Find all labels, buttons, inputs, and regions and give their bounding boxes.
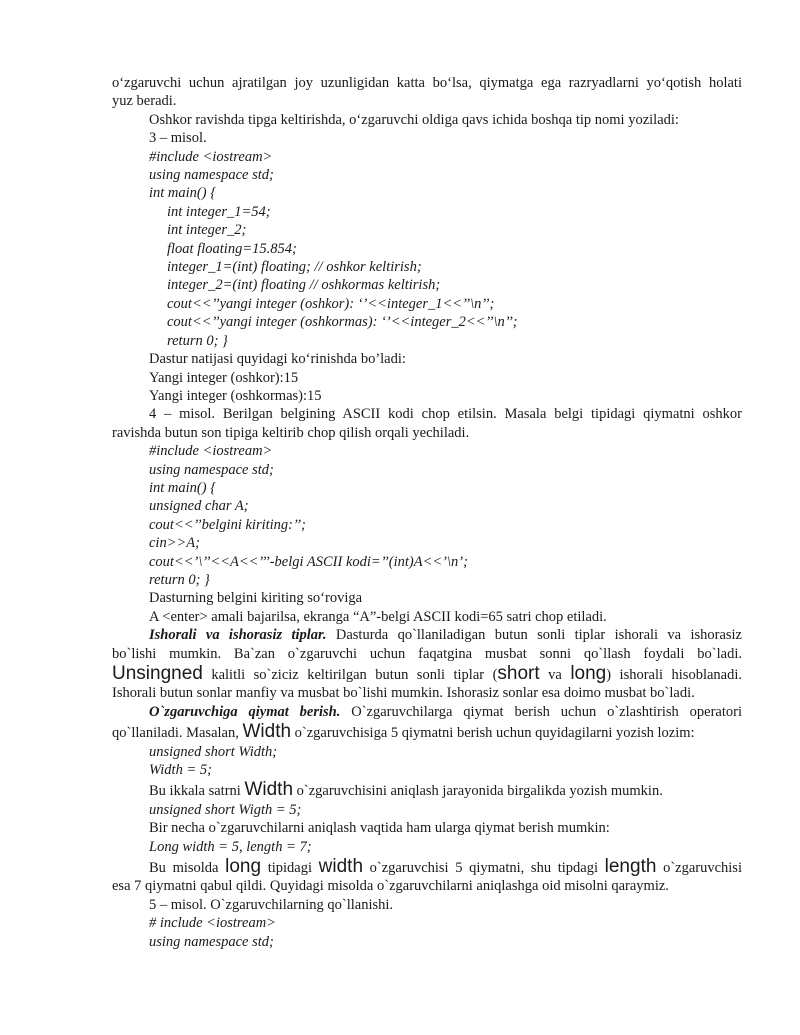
- text-line: [112, 858, 742, 877]
- text-span: o`zgaruvchisiga 5 qiymatni berish uchun quyidagilarni yozish lozim:: [291, 725, 695, 742]
- keyword-term: Unsingned: [112, 663, 203, 684]
- code-line: int main() {: [149, 479, 217, 496]
- text-span: o`zgaruvchisini aniqlash jarayonida birgalikda yozish mumkin.: [293, 783, 663, 800]
- keyword-term: Width: [242, 721, 292, 743]
- text-line: esa 7 qiymatni qabul qildi. Quyidagi misolda o`zgaruvchilarni aniqlashga oid misolni qaraymiz.: [112, 878, 669, 895]
- code-line: return 0; }: [167, 332, 228, 349]
- text-span: O`zgaruvchilarga qiymat berish uchun o`zlashtirish operatori: [340, 703, 743, 720]
- code-line: integer_2=(int) floating // oshkormas keltirish;: [167, 277, 441, 294]
- text-line: Dasturning belgini kiriting so‘roviga: [149, 590, 363, 607]
- text-line: A <enter> amali bajarilsa, ekranga “A”-belgi ASCII kodi=65 satri chop etiladi.: [149, 608, 607, 625]
- keyword-term: Width: [244, 779, 294, 801]
- text-span: Bu ikkala satrni: [149, 783, 245, 800]
- keyword-term: long: [225, 856, 262, 878]
- code-line: int integer_2;: [167, 222, 247, 239]
- code-line: return 0; }: [149, 571, 210, 588]
- section-title: Ishorali va ishorasiz tiplar.: [149, 627, 327, 644]
- code-line: unsigned short Width;: [149, 743, 278, 760]
- code-line: unsigned short Wigth = 5;: [149, 801, 302, 818]
- code-line: cout<<’’yangi integer (oshkormas): ‘’<<integer_2<<’’\n’’;: [167, 314, 518, 331]
- section-assign-line: [112, 703, 742, 721]
- keyword-term: long: [570, 663, 607, 684]
- text-span: tipidagi: [261, 860, 319, 877]
- text-span: o`zgaruvchisi 5 qiymatni, shu tipdagi: [363, 860, 605, 877]
- example-heading: 5 – misol. O`zgaruvchilarning qo`llanishi.: [149, 896, 394, 913]
- code-line: unsigned char A;: [149, 498, 249, 515]
- code-line: using namespace std;: [149, 167, 274, 184]
- code-line: using namespace std;: [149, 933, 274, 950]
- code-line: cout<<’’yangi integer (oshkor): ‘’<<integer_1<<’’\n’’;: [167, 295, 495, 312]
- text-line: [112, 723, 742, 742]
- text-span: Bu misolda: [149, 860, 226, 877]
- text-line: bo`lishi mumkin. Ba`zan o`zgaruvchi uchun faqatgina musbat sonni qo`llash foydali bo`ladi.: [112, 645, 742, 662]
- text-span: ) ishorali hisoblanadi.: [606, 667, 742, 683]
- text-line: Oshkor ravishda tipga keltirishda, o‘zgaruvchi oldiga qavs ichida boshqa tip nomi yoziladi:: [149, 111, 679, 128]
- code-line: Width = 5;: [149, 762, 212, 779]
- keyword-term: short: [497, 663, 540, 684]
- code-line: #include <iostream>: [149, 443, 273, 460]
- code-line: cin>>A;: [149, 535, 200, 552]
- code-line: Long width = 5, length = 7;: [149, 838, 312, 855]
- example-heading: 3 – misol.: [149, 130, 207, 147]
- text-span: va: [539, 667, 571, 683]
- text-line: Ishorali butun sonlar manfiy va musbat bo`lishi mumkin. Ishorasiz sonlar esa doimo musbat bo`ladi.: [112, 685, 695, 702]
- code-line: integer_1=(int) floating; // oshkor keltirish;: [167, 259, 422, 276]
- code-line: #include <iostream>: [149, 148, 273, 165]
- code-line: cout<<’’belgini kiriting:’’;: [149, 516, 306, 533]
- text-line: Dastur natijasi quyidagi ko‘rinishda bo’ladi:: [149, 351, 406, 368]
- example-heading: 4 – misol. Berilgan belgining ASCII kodi chop etilsin. Masala belgi tipidagi qiymatni oshkor: [149, 406, 742, 423]
- code-line: cout<<’\’’<<A<<’’’-belgi ASCII kodi=’’(int)A<<’\n’;: [149, 553, 468, 570]
- text-line: o‘zgaruvchi uchun ajratilgan joy uzunligidan katta bo‘lsa, qiymatga ega razryadlarni yo‘qotish holati: [112, 75, 742, 91]
- output-line: Yangi integer (oshkormas):15: [149, 387, 322, 404]
- code-line: int integer_1=54;: [167, 203, 271, 220]
- code-line: int main() {: [149, 185, 217, 202]
- keyword-term: width: [318, 856, 364, 878]
- output-line: Yangi integer (oshkor):15: [149, 369, 299, 386]
- page-content: [112, 74, 742, 951]
- text-line: [112, 665, 742, 684]
- text-line: Bir necha o`zgaruvchilarni aniqlash vaqtida ham ularga qiymat berish mumkin:: [149, 820, 610, 837]
- text-line: ravishda butun son tipiga keltirib chop qilish orqali yechiladi.: [112, 424, 470, 441]
- text-line: yuz beradi.: [112, 93, 177, 110]
- section-signed-line: [112, 626, 742, 644]
- code-line: # include <iostream>: [149, 915, 276, 932]
- text-line: [112, 781, 742, 800]
- code-line: using namespace std;: [149, 461, 274, 478]
- keyword-term: length: [604, 856, 657, 878]
- text-span: qo`llaniladi. Masalan,: [112, 725, 243, 742]
- code-line: float floating=15.854;: [167, 240, 297, 257]
- section-title: O`zgaruvchiga qiymat berish.: [149, 703, 341, 720]
- text-span: Dasturda qo`llaniladigan butun sonli tiplar ishorali va ishorasiz: [326, 627, 742, 644]
- text-span: o`zgaruvchisi: [656, 860, 742, 877]
- text-span: kalitli so`ziciz keltirilgan butun sonli tiplar (: [202, 667, 498, 683]
